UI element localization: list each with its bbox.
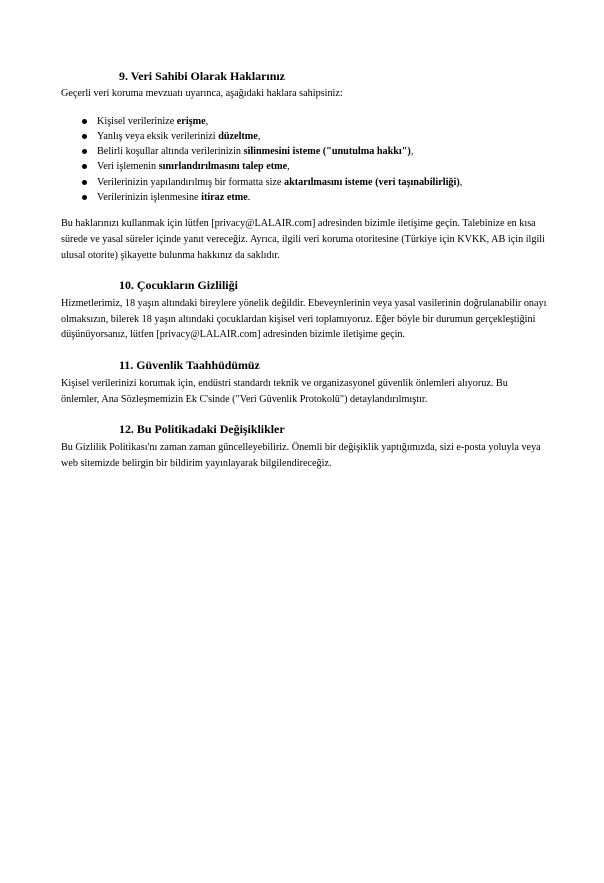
list-item: Yanlış veya eksik verilerinizi düzeltme,	[61, 129, 547, 144]
section-heading-changes: 12. Bu Politikadaki Değişiklikler	[119, 422, 285, 437]
section-heading-rights: 9. Veri Sahibi Olarak Haklarınız	[119, 69, 285, 83]
rights-closing: Bu haklarınızı kullanmak için lütfen [privacy@LALAIR.com] adresinden bizimle iletişime geçin. Talebinize en kısa sürede ve yasal süreler içinde yanıt vereceğiz. Ayrıca, ilgili veri koruma otoritesine (Türkiye için KVKK, AB için ilgili ulusal otorite) şikayette bulunma hakkınız da saklıdır.	[61, 218, 545, 261]
section-children	[61, 277, 547, 343]
section-changes	[61, 421, 547, 471]
rights-list	[61, 114, 547, 206]
changes-body: Bu Gizlilik Politikası'nı zaman zaman güncelleyebiliriz. Önemli bir değişiklik yaptığımızda, sizi e-posta yoluyla veya web sitemizde belirgin bir bildirim yayınlayarak bilgilendireceğiz.	[61, 442, 541, 469]
security-body: Kişisel verilerinizi korumak için, endüstri standardı teknik ve organizasyonel güvenlik önlemleri alıyoruz. Bu önlemler, Ana Sözleşmemizin Ek C'sinde ("Veri Güvenlik Protokolü") detaylandırılmıştır.	[61, 377, 508, 405]
section-heading-security: 11. Güvenlik Taahhüdümüz	[119, 357, 260, 372]
list-item: Kişisel verilerinize erişme,	[61, 114, 547, 129]
section-heading-children: 10. Çocukların Gizliliği	[119, 278, 238, 293]
children-body: Hizmetlerimiz, 18 yaşın altındaki bireylere yönelik değildir. Ebeveynlerinin veya yasal vasilerinin doğrulanabilir onayı olmaksızın, bilerek 18 yaşın altındaki çocuklardan kişisel veri toplamıyoruz. Eğer böyle bir durumun gerçekleştiğini düşünüyorsanız, lütfen [privacy@LALAIR.com] adresinden bizimle iletişime geçin.	[61, 298, 547, 341]
bullet-icon	[82, 195, 87, 200]
list-item: Belirli koşullar altında verilerinizin silinmesini isteme ("unutulma hakkı"),	[61, 144, 547, 159]
document-content	[61, 68, 547, 471]
bullet-icon	[82, 149, 87, 154]
bullet-icon	[82, 180, 87, 185]
section-security	[61, 357, 547, 407]
bullet-icon	[82, 164, 87, 169]
section-rights	[61, 68, 547, 263]
bullet-icon	[82, 119, 87, 124]
list-item: Verilerinizin yapılandırılmış bir formatta size aktarılmasını isteme (veri taşınabilirliği),	[61, 175, 547, 190]
list-item: Veri işlemenin sınırlandırılmasını talep etme,	[61, 159, 547, 174]
bullet-icon	[82, 134, 87, 139]
list-item: Verilerinizin işlenmesine itiraz etme.	[61, 190, 547, 205]
rights-intro: Geçerli veri koruma mevzuatı uyarınca, aşağıdaki haklara sahipsiniz:	[61, 88, 343, 99]
